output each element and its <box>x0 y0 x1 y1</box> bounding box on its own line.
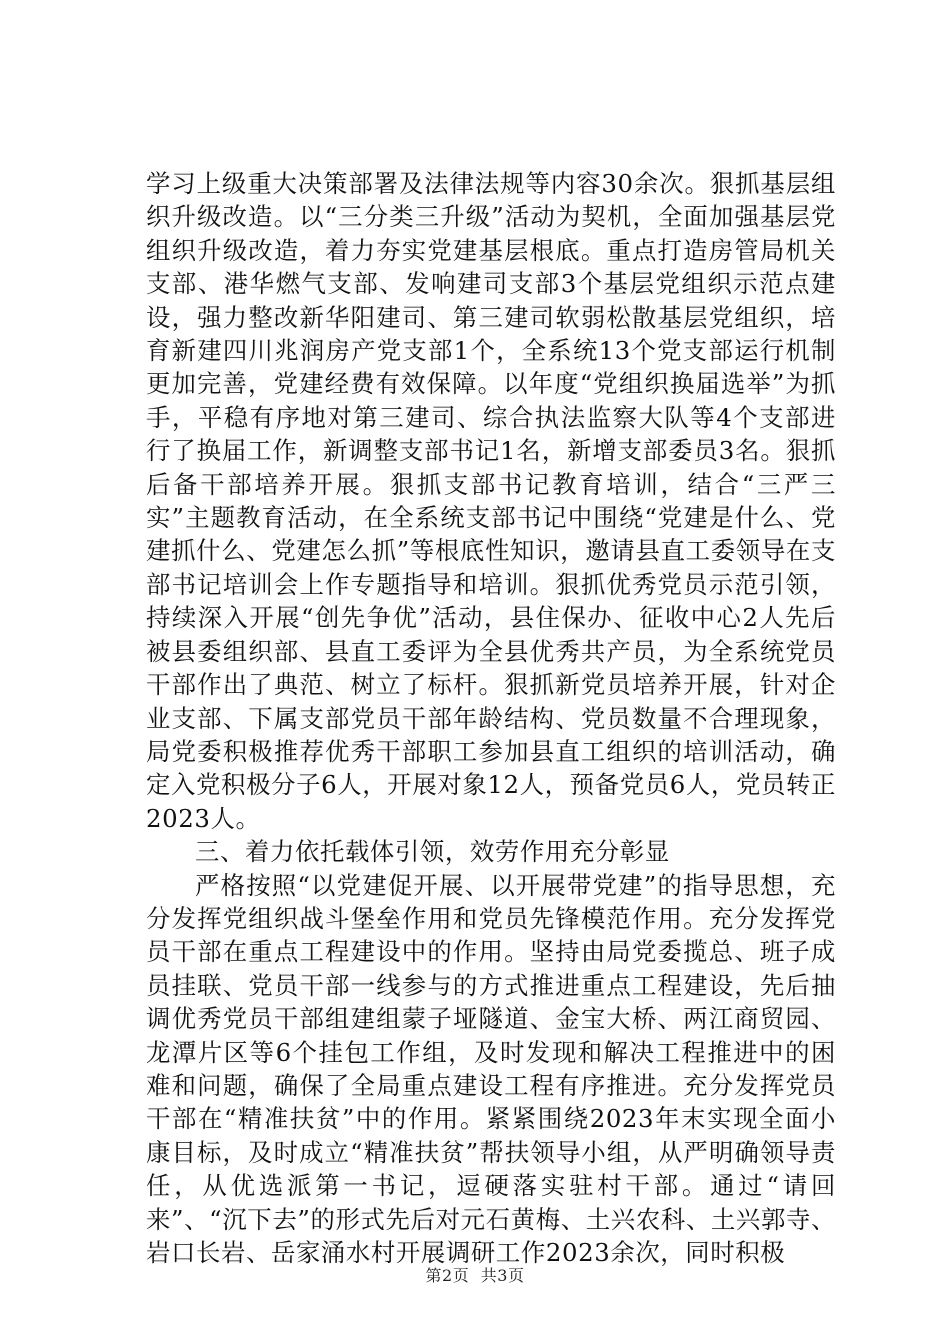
document-body <box>146 167 836 1269</box>
paragraph-section-three: 严格按照“以党建促开展、以开展带党建”的指导思想，充分发挥党组织战斗堡垒作用和党员先锋模范作用。充分发挥党员干部在重点工程建设中的作用。坚持由局党委揽总、班子成员挂联、党员干部一线参与的方式推进重点工程建设，先后抽调优秀党员干部组建组蒙子垭隧道、金宝大桥、两江商贸园、龙潭片区等6个挂包工作组，及时发现和解决工程推进中的困难和问题，确保了全局重点建设工程有序推进。充分发挥党员干部在“精准扶贫”中的作用。紧紧围绕2023年末实现全面小康目标，及时成立“精准扶贫”帮扶领导小组，从严明确领导责任，从优选派第一书记，逗硬落实驻村干部。通过“请回来”、“沉下去”的形式先后对元石黄梅、土兴农科、土兴郭寺、岩口长岩、岳家涌水村开展调研工作2023余次，同时积极 <box>146 870 836 1267</box>
page-number: 第2页 <box>425 1266 470 1285</box>
page-total: 共3页 <box>480 1266 525 1285</box>
section-heading: 三、着力依托载体引领，效劳作用充分彰显 <box>195 837 670 867</box>
page-footer <box>0 1266 950 1286</box>
paragraph-continued: 学习上级重大决策部署及法律法规等内容30余次。狠抓基层组织升级改造。以“三分类三升级”活动为契机，全面加强基层党组织升级改造，着力夯实党建基层根底。重点打造房管局机关支部、港华燃气支部、发响建司支部3个基层党组织示范点建设，强力整改新华阳建司、第三建司软弱松散基层党组织，培育新建四川兆润房产党支部1个，全系统13个党支部运行机制更加完善，党建经费有效保障。以年度“党组织换届选举”为抓手，平稳有序地对第三建司、综合执法监察大队等4个支部进行了换届工作，新调整支部书记1名，新增支部委员3名。狠抓后备干部培养开展。狠抓支部书记教育培训，结合“三严三实”主题教育活动，在全系统支部书记中围绕“党建是什么、党建抓什么、党建怎么抓”等根底性知识，邀请县直工委领导在支部书记培训会上作专题指导和培训。狠抓优秀党员示范引领，持续深入开展“创先争优”活动，县住保办、征收中心2人先后被县委组织部、县直工委评为全县优秀共产员，为全系统党员干部作出了典范、树立了标杆。狠抓新党员培养开展，针对企业支部、下属支部党员干部年龄结构、党员数量不合理现象，局党委积极推荐优秀干部职工参加县直工组织的培训活动，确定入党积极分子6人，开展对象12人，预备党员6人，党员转正2023人。 <box>146 169 836 833</box>
